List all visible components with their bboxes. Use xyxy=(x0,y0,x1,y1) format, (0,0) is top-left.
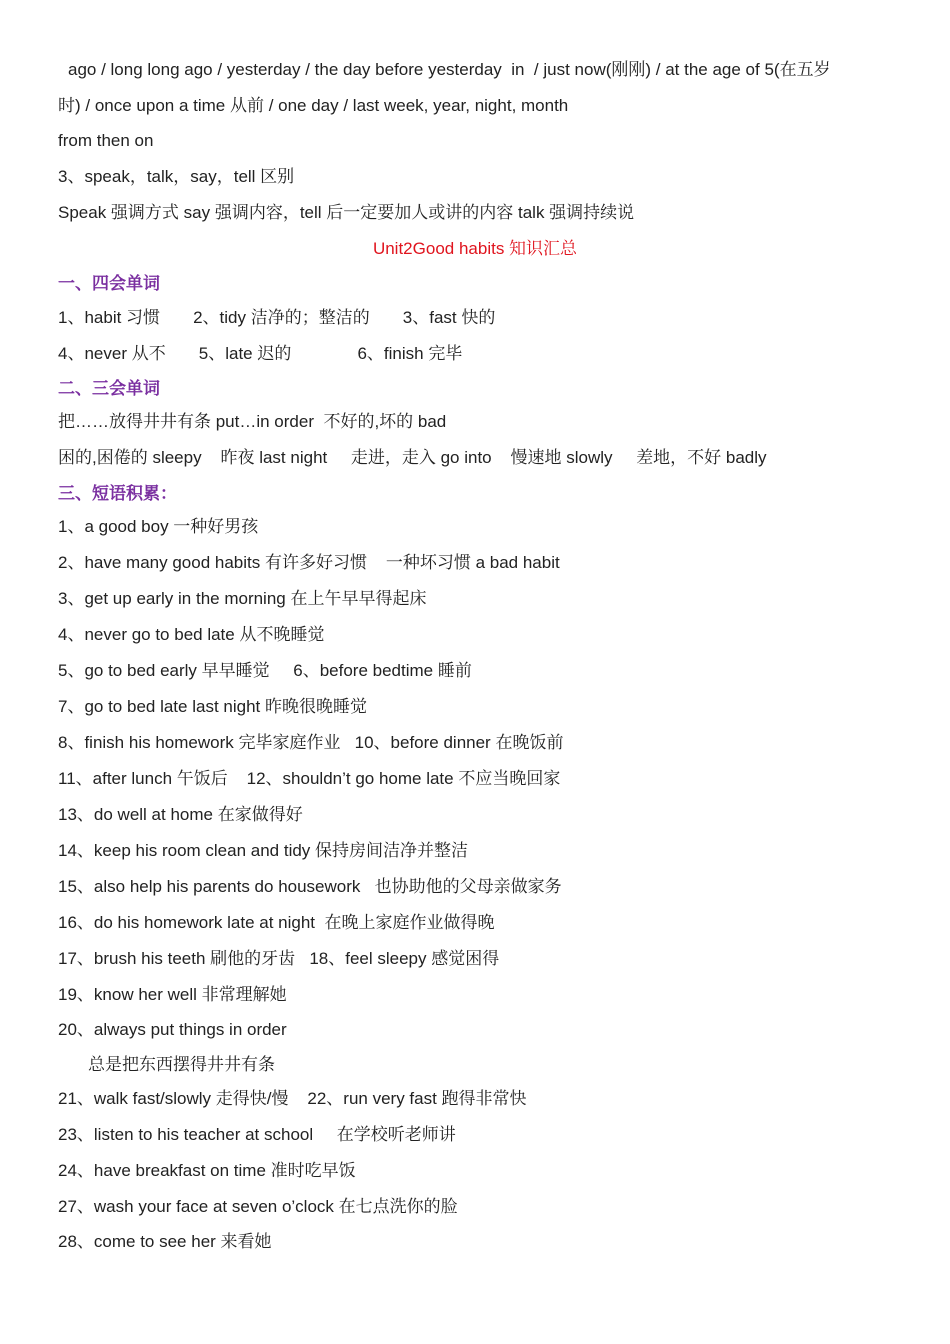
phrase-translation: 总是把东西摆得井井有条 xyxy=(88,1055,275,1074)
section-heading: 二、三会单词 xyxy=(58,379,160,398)
phrase-item: 28、come to see her 来看她 xyxy=(58,1232,272,1251)
phrase-item: 14、keep his room clean and tidy 保持房间洁净并整洁 xyxy=(58,841,469,860)
phrase-item: 17、brush his teeth 刷他的牙齿 18、feel sleepy 感觉困得 xyxy=(58,949,500,968)
text-line: 3、speak，talk，say，tell 区别 xyxy=(58,167,295,186)
text-line: 时) / once upon a time 从前 / one day / last week, year, night, month xyxy=(58,96,569,115)
section-heading: 三、短语积累： xyxy=(58,484,177,503)
phrase-item: 3、get up early in the morning 在上午早早得起床 xyxy=(58,589,427,608)
text-line: from then on xyxy=(58,131,154,150)
phrase-item: 7、go to bed late last night 昨晚很晚睡觉 xyxy=(58,697,367,716)
phrase-item: 4、never go to bed late 从不晚睡觉 xyxy=(58,625,325,644)
phrase-item: 16、do his homework late at night 在晚上家庭作业做得晚 xyxy=(58,913,495,932)
text-line: ago / long long ago / yesterday / the day before yesterday in / just now(刚刚) / at the age of 5(在五岁 xyxy=(68,60,831,79)
phrase-item: 1、a good boy 一种好男孩 xyxy=(58,517,259,536)
phrase-item: 19、know her well 非常理解她 xyxy=(58,985,287,1004)
vocab-row: 困的,困倦的 sleepy 昨夜 last night 走进，走入 go into 慢速地 slowly 差地，不好 badly xyxy=(58,448,767,467)
phrase-item: 8、finish his homework 完毕家庭作业 10、before dinner 在晚饭前 xyxy=(58,733,564,752)
phrase-item: 24、have breakfast on time 准时吃早饭 xyxy=(58,1161,356,1180)
phrase-item: 15、also help his parents do housework 也协助他的父母亲做家务 xyxy=(58,877,562,896)
phrase-item: 27、wash your face at seven o’clock 在七点洗你的脸 xyxy=(58,1197,458,1216)
phrase-item: 23、listen to his teacher at school 在学校听老师讲 xyxy=(58,1125,456,1144)
section-heading: 一、四会单词 xyxy=(58,274,160,293)
unit-title: Unit2Good habits 知识汇总 xyxy=(372,239,578,258)
phrase-item: 13、do well at home 在家做得好 xyxy=(58,805,303,824)
phrase-item: 20、always put things in order xyxy=(58,1020,287,1039)
vocab-row: 1、habit 习惯 2、tidy 洁净的；整洁的 3、fast 快的 xyxy=(58,308,496,327)
vocab-row: 把……放得井井有条 put…in order 不好的,坏的 bad xyxy=(58,412,447,431)
phrase-item: 21、walk fast/slowly 走得快/慢 22、run very fast 跑得非常快 xyxy=(58,1089,527,1108)
vocab-row: 4、never 从不 5、late 迟的 6、finish 完毕 xyxy=(58,344,463,363)
text-line: Speak 强调方式 say 强调内容，tell 后一定要加人或讲的内容 talk 强调持续说 xyxy=(58,203,635,222)
phrase-item: 2、have many good habits 有许多好习惯 一种坏习惯 a bad habit xyxy=(58,553,560,572)
phrase-item: 11、after lunch 午饭后 12、shouldn’t go home late 不应当晚回家 xyxy=(58,769,561,788)
phrase-item: 5、go to bed early 早早睡觉 6、before bedtime 睡前 xyxy=(58,661,472,680)
